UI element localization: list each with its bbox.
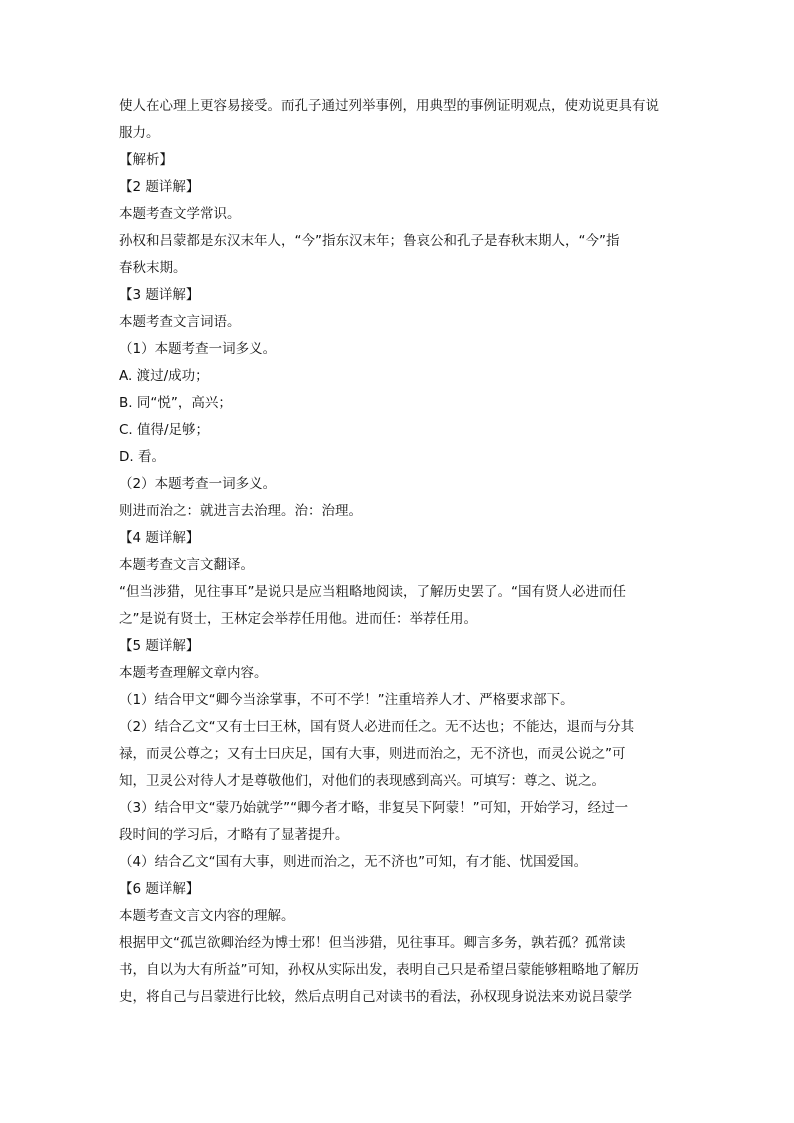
text-line: C. 值得/足够； <box>119 422 210 438</box>
text-line: 史，将自己与吕蒙进行比较，然后点明自己对读书的看法，孙权现身说法来劝说吕蒙学 <box>119 989 632 1005</box>
text-line: 段时间的学习后，才略有了显著提升。 <box>119 827 349 843</box>
text-line: （2）结合乙文“又有士曰王林，国有贤人必进而任之。无不达也；不能达，退而与分其 <box>119 719 635 735</box>
text-line: 知，卫灵公对待人才是尊敬他们，对他们的表现感到高兴。可填写：尊之、说之。 <box>119 773 605 789</box>
text-line: （3）结合甲文“蒙乃始就学”“卿今者才略，非复吴下阿蒙！”可知，开始学习，经过一 <box>119 800 629 816</box>
text-line: 本题考查理解文章内容。 <box>119 665 268 681</box>
section-heading: 【5 题详解】 <box>119 638 200 654</box>
text-line: 之”是说有贤士，王林定会举荐任用他。进而任：举荐任用。 <box>119 611 477 627</box>
text-line: D. 看。 <box>119 449 165 465</box>
text-line: 使人在心理上更容易接受。而孔子通过列举事例，用典型的事例证明观点，使劝说更具有说 <box>119 98 659 114</box>
text-line: 本题考查文言文内容的理解。 <box>119 908 295 924</box>
text-line: 服力。 <box>119 125 160 141</box>
section-heading: 【3 题详解】 <box>119 287 200 303</box>
section-heading: 【解析】 <box>119 152 173 168</box>
text-line: 春秋末期。 <box>119 260 187 276</box>
text-line: 书，自以为大有所益”可知，孙权从实际出发，表明自己只是希望吕蒙能够粗略地了解历 <box>119 962 639 978</box>
section-heading: 【6 题详解】 <box>119 881 200 897</box>
section-heading: 【2 题详解】 <box>119 179 200 195</box>
text-line: 本题考查文言文翻译。 <box>119 557 254 573</box>
text-line: 本题考查文言词语。 <box>119 314 241 330</box>
text-line: （1）本题考查一词多义。 <box>119 341 277 357</box>
text-line: （1）结合甲文“卿今当涂掌事，不可不学！”注重培养人才、严格要求部下。 <box>119 692 574 708</box>
text-line: A. 渡过/成功； <box>119 368 209 384</box>
text-line: B. 同“悦”，高兴； <box>119 395 232 411</box>
text-line: 则进而治之：就进言去治理。治：治理。 <box>119 503 362 519</box>
text-line: （2）本题考查一词多义。 <box>119 476 277 492</box>
text-line: 本题考查文学常识。 <box>119 206 241 222</box>
text-line: 禄，而灵公尊之；又有士曰庆足，国有大事，则进而治之，无不济也，而灵公说之”可 <box>119 746 626 762</box>
text-line: （4）结合乙文“国有大事，则进而治之，无不济也”可知，有才能、忧国爱国。 <box>119 854 588 870</box>
text-line: 孙权和吕蒙都是东汉末年人，“今”指东汉末年；鲁哀公和孔子是春秋末期人，“今”指 <box>119 233 620 249</box>
text-line: “但当涉猎，见往事耳”是说只是应当粗略地阅读，了解历史罢了。“国有贤人必进而任 <box>119 584 626 600</box>
document-body <box>119 93 679 1011</box>
section-heading: 【4 题详解】 <box>119 530 200 546</box>
text-line: 根据甲文“孤岂欲卿治经为博士邪！但当涉猎，见往事耳。卿言多务，孰若孤？孤常读 <box>119 935 626 951</box>
